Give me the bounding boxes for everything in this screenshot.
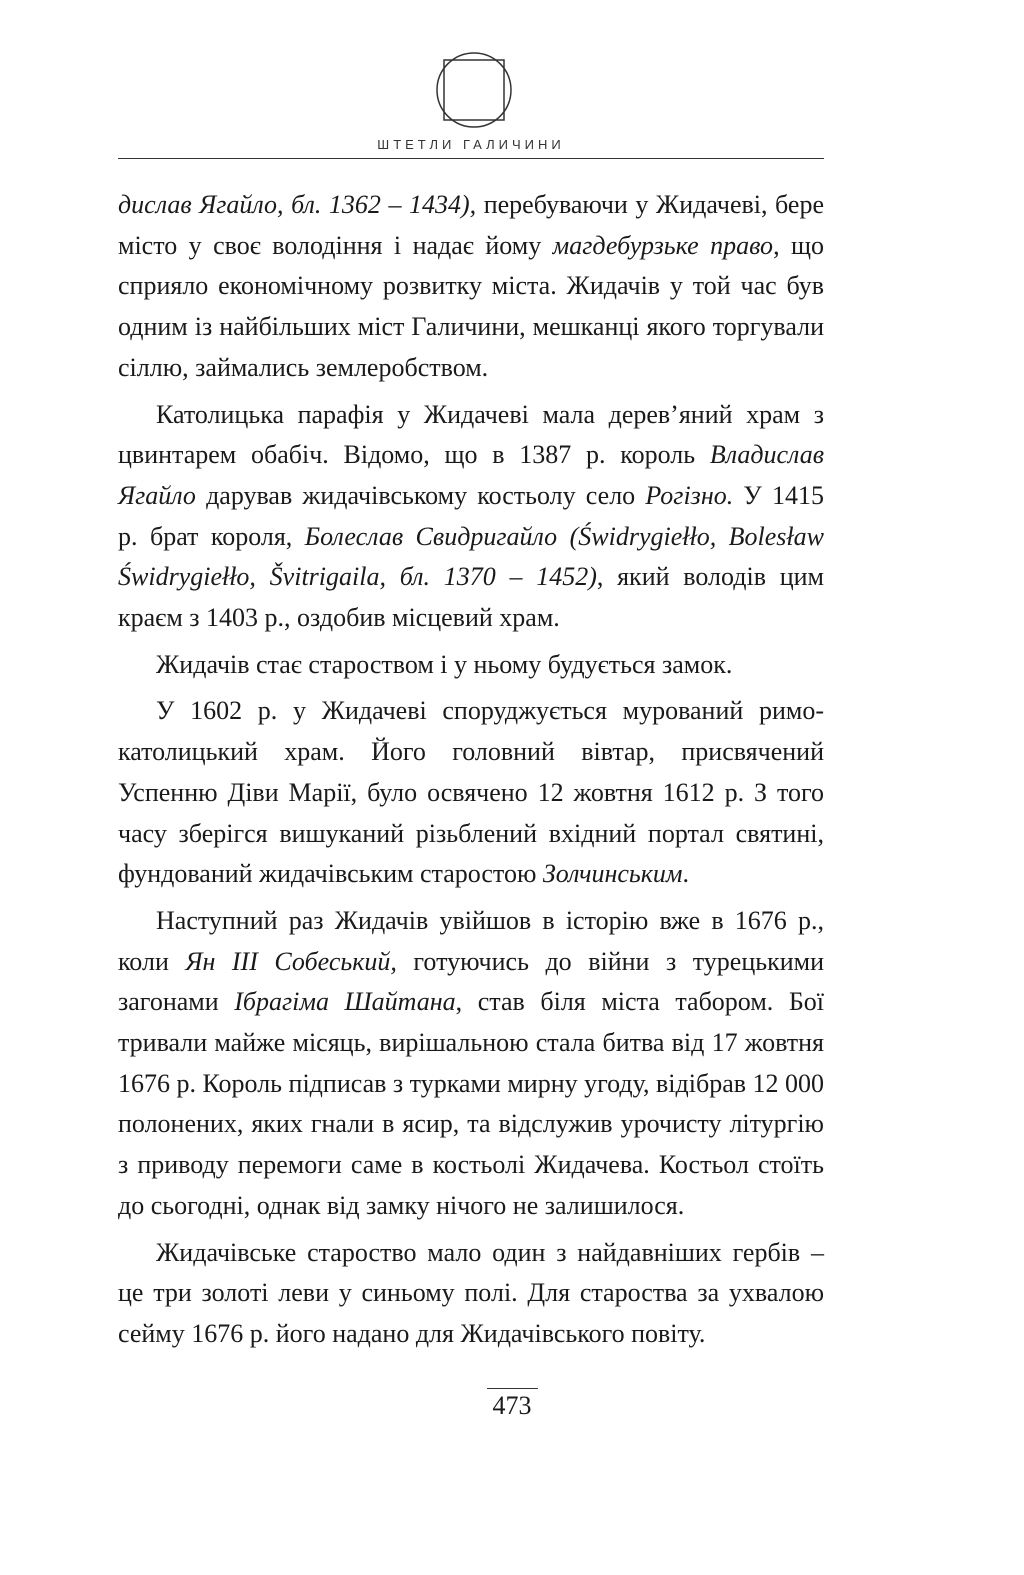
paragraph-text: Католицька парафія у Жидачеві мала дерев’яний храм з цвинтарем обабіч. Відомо, що в 1387 р. король: [118, 399, 824, 470]
paragraph-text: , який володів цим краєм з 1403 р., оздобив місцевий храм.: [118, 562, 824, 633]
paragraph: [118, 645, 824, 686]
paragraph: [118, 395, 824, 639]
paragraph-text: У 1602 р. у Жидачеві споруджується мурований римо-католицький храм. Його головний вівтар, присвячений Успенню Діви Марії, було освячено 12 жовтня 1612 р. З того часу зберігся вишуканий різьблений вхідний портал святині, фундований жидачівським старостою: [118, 696, 824, 889]
page-number: 473: [487, 1388, 538, 1421]
paragraph-text: перебуваючи у Жидачеві, бере місто у своє володіння і надає йому: [118, 190, 824, 260]
paragraph-text: Наступний раз Жидачів увійшов в історію вже в 1676 р., коли: [118, 905, 824, 976]
italic-text: Рогізно.: [645, 480, 734, 510]
paragraph-text: , став біля міста табором. Бої тривали майже місяць, вирішальною стала битва від 17 жовтня 1676 р. Король підписав з турками мирну угоду, відібрав 12 000 полонених, яких гнали в ясир, та відслужив урочисту літургію з приводу перемоги саме в костьолі Жидачева. Костьол стоїть до сьогодні, однак від замку нічого не залишилося.: [118, 987, 825, 1220]
italic-text: Болеслав Свидригайло (Świdrygiełło, Bolesław Świdrygiełło, Švitrigaila, бл. 1370 – 1452): [118, 521, 824, 592]
header-rule: [118, 158, 824, 159]
paragraph-text: Жидачівське староство мало один з найдавніших гербів – це три золоті леви у синьому полі. Для староства за ухвалою сейму 1676 р. його надано для Жидачівського повіту.: [118, 1237, 824, 1348]
paragraph-text: Жидачів стає староством і у ньому будується замок.: [156, 649, 733, 679]
italic-text: дислав Ягайло, бл. 1362 – 1434),: [118, 190, 477, 219]
paragraph-text: готуючись до війни з турецькими загонами: [118, 946, 825, 1017]
italic-text: магдебурзьке право: [552, 230, 774, 260]
body-text: [118, 185, 824, 1355]
italic-text: Золчинським: [542, 859, 683, 889]
paragraph: [118, 691, 824, 895]
paragraph: [118, 901, 824, 1227]
italic-text: Ян ІІІ Собеський,: [185, 946, 397, 976]
paragraph: [118, 1233, 824, 1355]
running-title: ШТЕТЛИ ГАЛИЧИНИ: [377, 137, 565, 152]
italic-text: Ібрагіма Шайтана: [234, 987, 456, 1017]
paragraph: [118, 185, 824, 389]
italic-text: Владислав Ягайло: [118, 440, 824, 510]
circle-square-emblem-icon: [434, 50, 514, 130]
page-footer: [0, 1388, 1024, 1421]
paragraph-text: У 1415 р. брат короля,: [118, 480, 824, 551]
paragraph-text: .: [682, 859, 690, 889]
paragraph-text: дарував жидачівському костьолу село: [195, 480, 646, 510]
paragraph-text: , що сприяло економічному розвитку міста. Жидачів у той час був одним із найбільших міст Галичини, мешканці якого торгували сіллю, займались землеробством.: [118, 230, 825, 382]
